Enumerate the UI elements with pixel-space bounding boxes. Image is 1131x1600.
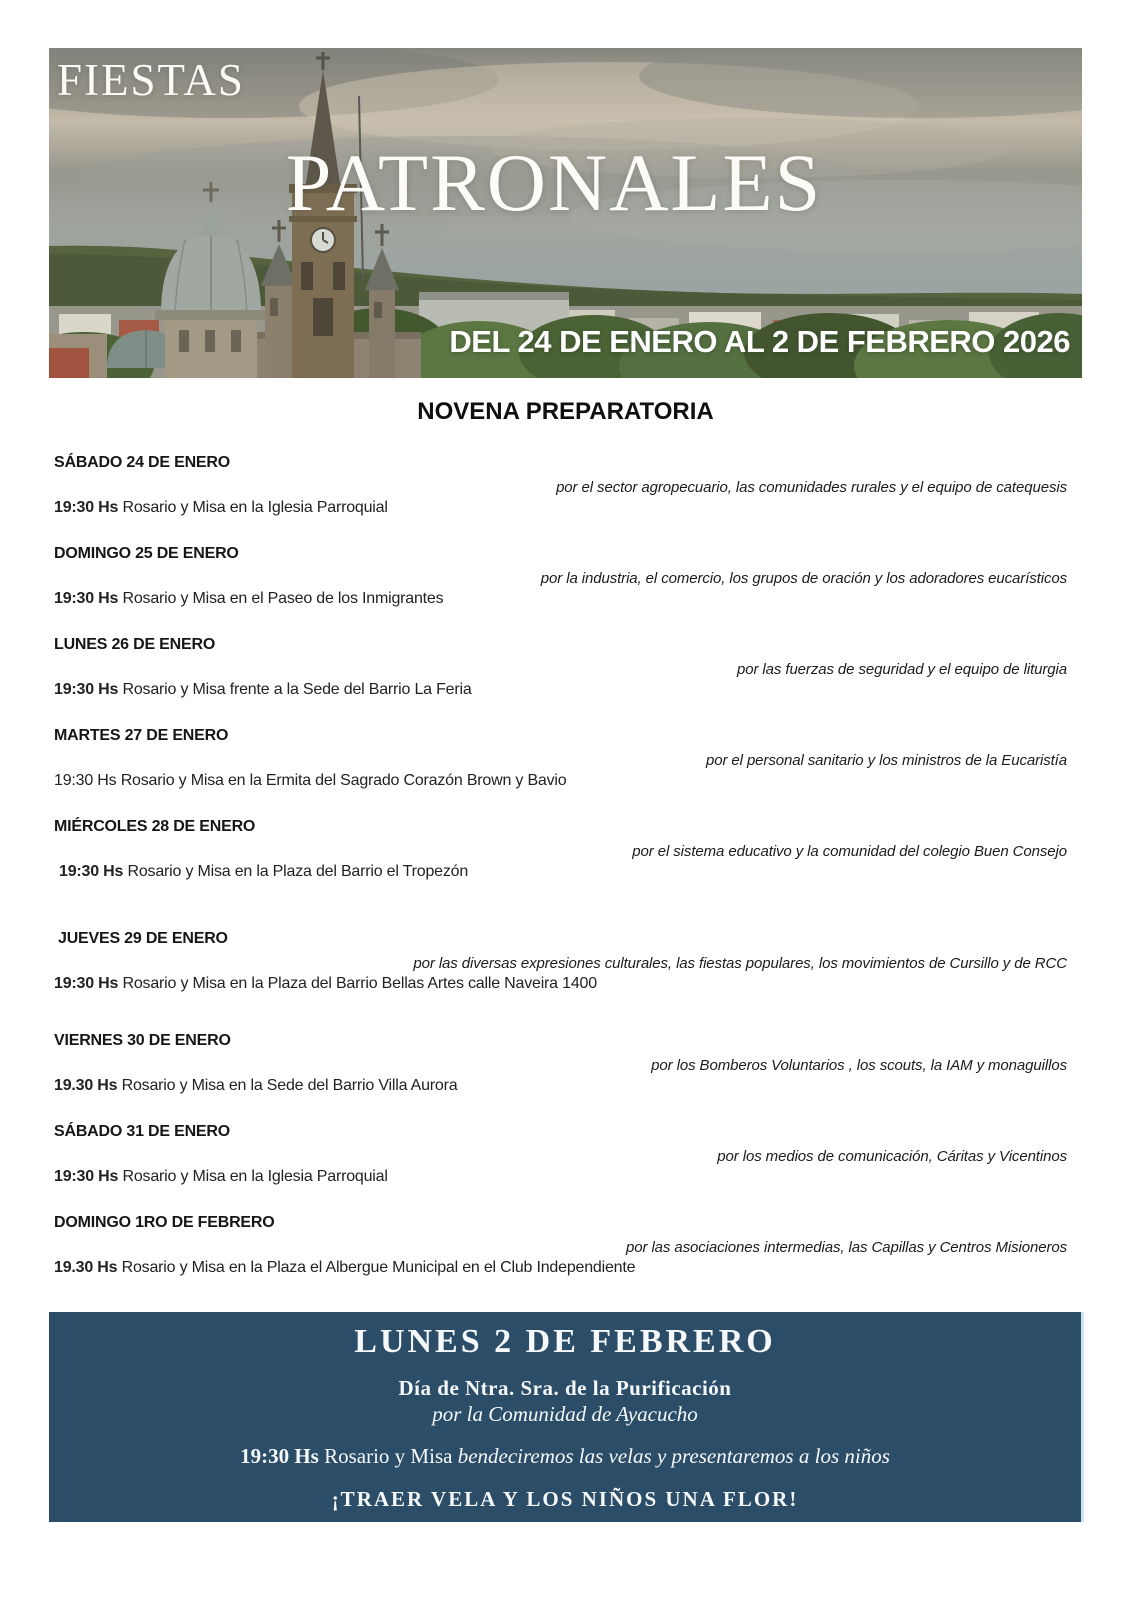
hero-title-line1: FIESTAS [57, 55, 245, 105]
entry-event: Rosario y Misa en la Iglesia Parroquial [122, 1168, 388, 1185]
novena-entry [54, 453, 1067, 517]
entry-time-line [54, 974, 1067, 993]
entry-event: Rosario y Misa en el Paseo de los Inmigrantes [122, 590, 444, 607]
entry-event: Rosario y Misa en la Plaza el Albergue Municipal en el Club Independiente [121, 1259, 636, 1276]
hero-date-range: DEL 24 DE ENERO AL 2 DE FEBRERO 2026 [449, 324, 1070, 359]
entry-event: Rosario y Misa en la Ermita del Sagrado Corazón Brown y Bavio [120, 772, 567, 789]
finale-dedication: por la Comunidad de Ayacucho [432, 1402, 698, 1426]
entry-time-line [54, 862, 1067, 881]
entry-event: Rosario y Misa en la Sede del Barrio Villa Aurora [121, 1077, 458, 1094]
entry-event: Rosario y Misa en la Iglesia Parroquial [122, 499, 388, 516]
entry-day: DOMINGO 25 DE ENERO [54, 545, 239, 562]
entry-time: 19:30 Hs [54, 772, 117, 789]
hero-banner [49, 48, 1082, 378]
finale-time-line [49, 1444, 1081, 1468]
entry-event: Rosario y Misa en la Plaza del Barrio el Tropezón [127, 863, 469, 880]
entry-time: 19.30 Hs [54, 1077, 118, 1094]
entry-time: 19:30 Hs [54, 499, 119, 516]
section-title: NOVENA PREPARATORIA [417, 398, 714, 425]
entry-time: 19:30 Hs [54, 1168, 119, 1185]
entry-time: 19:30 Hs [54, 590, 119, 607]
novena-entry [54, 726, 1067, 790]
hero-title-line2: PATRONALES [285, 137, 823, 228]
novena-entry [54, 1213, 1067, 1277]
entry-dedication: por el sector agropecuario, las comunidades rurales y el equipo de catequesis [556, 479, 1067, 496]
entry-time-line [54, 680, 1067, 699]
entry-day: SÁBADO 24 DE ENERO [54, 454, 230, 471]
novena-entry [54, 1122, 1067, 1186]
finale-event: Rosario y Misa [324, 1444, 453, 1468]
entry-day: DOMINGO 1RO DE FEBRERO [54, 1214, 275, 1231]
entry-day: MIÉRCOLES 28 DE ENERO [54, 818, 256, 835]
entry-dedication: por el personal sanitario y los ministros de la Eucaristía [705, 752, 1067, 769]
entry-time: 19.30 Hs [54, 1259, 118, 1276]
entry-time-line [54, 771, 1067, 790]
entry-dedication: por el sistema educativo y la comunidad del colegio Buen Consejo [632, 843, 1067, 860]
finale-footer: ¡TRAER VELA Y LOS NIÑOS UNA FLOR! [331, 1487, 799, 1511]
entry-time-line [54, 498, 1067, 517]
entry-dedication: por los Bomberos Voluntarios , los scouts, la IAM y monaguillos [651, 1057, 1067, 1074]
entry-day: JUEVES 29 DE ENERO [58, 930, 228, 947]
entry-time-line [54, 1076, 1067, 1095]
entry-dedication: por las fuerzas de seguridad y el equipo de liturgia [736, 661, 1067, 678]
entry-time: 19:30 Hs [54, 681, 119, 698]
entry-time: 19:30 Hs [59, 863, 124, 880]
novena-entry [54, 544, 1067, 608]
entry-day: VIERNES 30 DE ENERO [54, 1032, 231, 1049]
finale-day-name: Día de Ntra. Sra. de la Purificación [398, 1376, 732, 1400]
novena-entry [54, 929, 1067, 993]
entry-event: Rosario y Misa frente a la Sede del Barrio La Feria [122, 681, 472, 698]
finale-banner [49, 1312, 1084, 1522]
entry-dedication: por las asociaciones intermedias, las Capillas y Centros Misioneros [626, 1239, 1067, 1256]
entry-dedication: por las diversas expresiones culturales, las fiestas populares, los movimientos de Cursillo y de RCC [413, 955, 1067, 972]
novena-entry [54, 817, 1067, 881]
entry-day: MARTES 27 DE ENERO [54, 727, 229, 744]
entry-time: 19:30 Hs [54, 975, 119, 992]
entry-event: Rosario y Misa en la Plaza del Barrio Bellas Artes calle Naveira 1400 [122, 975, 597, 992]
entry-dedication: por la industria, el comercio, los grupos de oración y los adoradores eucarísticos [540, 570, 1067, 587]
entry-time-line [54, 1167, 1067, 1186]
entry-dedication: por los medios de comunicación, Cáritas y Vicentinos [717, 1148, 1067, 1165]
novena-entry [54, 635, 1067, 699]
entry-day: LUNES 26 DE ENERO [54, 636, 216, 653]
entry-time-line [54, 589, 1067, 608]
entry-day: SÁBADO 31 DE ENERO [54, 1123, 230, 1140]
finale-title: LUNES 2 DE FEBRERO [354, 1323, 776, 1360]
entry-time-line [54, 1258, 1067, 1277]
finale-event-note: bendeciremos las velas y presentaremos a los niños [457, 1444, 890, 1468]
finale-time: 19:30 Hs [240, 1444, 319, 1468]
novena-schedule [54, 453, 1067, 1277]
novena-entry [54, 1031, 1067, 1095]
